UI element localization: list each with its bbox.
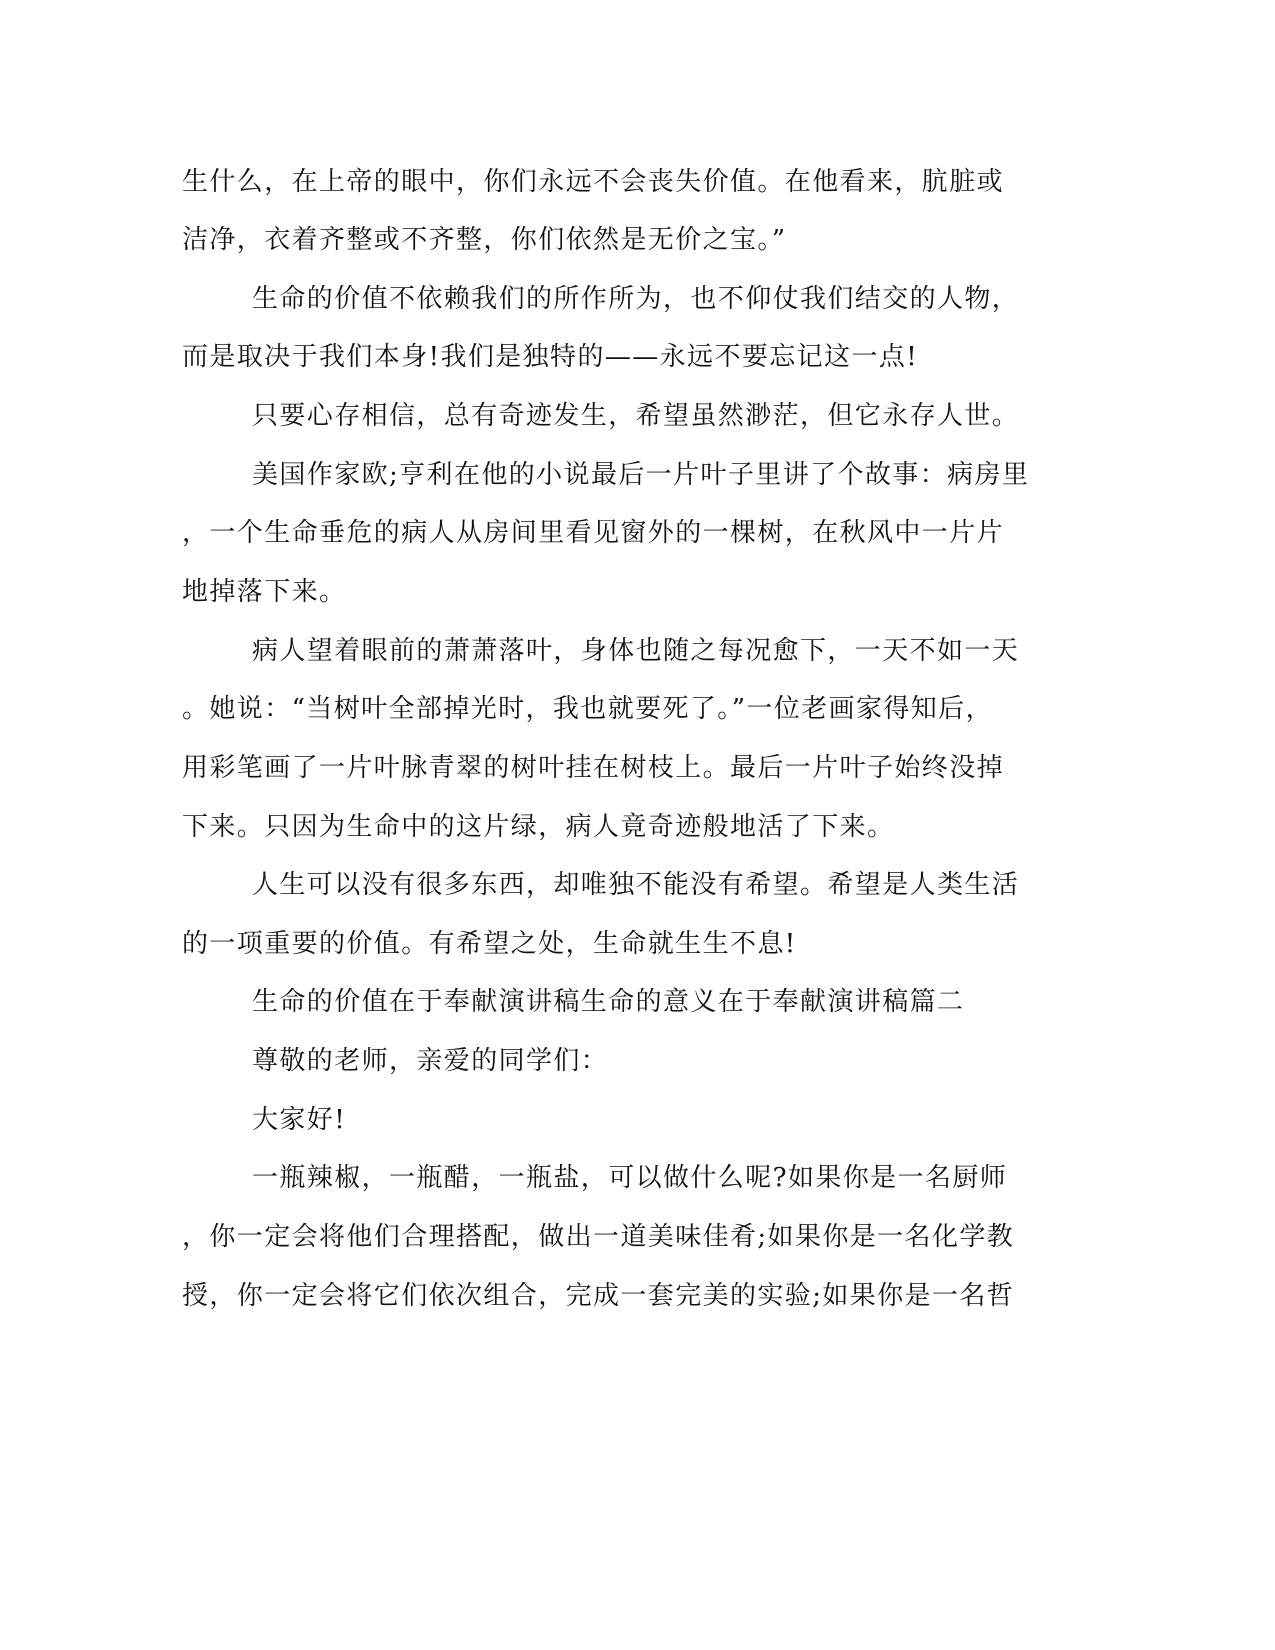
text-line: ，你一定会将他们合理搭配，做出一道美味佳肴;如果你是一名化学教 xyxy=(182,1222,1015,1252)
text-line: ，一个生命垂危的病人从房间里看见窗外的一棵树，在秋风中一片片 xyxy=(182,518,1005,548)
text-line: 洁净，衣着齐整或不齐整，你们依然是无价之宝。” xyxy=(182,225,787,255)
greeting-line: 大家好! xyxy=(252,1105,347,1135)
text-line: 而是取决于我们本身!我们是独特的——永远不要忘记这一点! xyxy=(182,342,919,372)
section-heading: 生命的价值在于奉献演讲稿生命的意义在于奉献演讲稿篇二 xyxy=(252,987,965,1017)
paragraph-start-line: 只要心存相信，总有奇迹发生，希望虽然渺茫，但它永存人世。 xyxy=(252,401,1020,431)
text-line: 生什么，在上帝的眼中，你们永远不会丧失价值。在他看来，肮脏或 xyxy=(182,167,1005,197)
text-line: 地掉落下来。 xyxy=(182,577,347,607)
paragraph-start-line: 生命的价值不依赖我们的所作所为，也不仰仗我们结交的人物， xyxy=(252,284,1020,314)
text-line: 下来。只因为生命中的这片绿，病人竟奇迹般地活了下来。 xyxy=(182,812,895,842)
text-line: 的一项重要的价值。有希望之处，生命就生生不息! xyxy=(182,929,797,959)
paragraph-start-line: 人生可以没有很多东西，却唯独不能没有希望。希望是人类生活 xyxy=(252,870,1020,900)
text-line: 。她说：“当树叶全部掉光时，我也就要死了。”一位老画家得知后， xyxy=(182,694,993,724)
salutation-line: 尊敬的老师，亲爱的同学们： xyxy=(252,1046,609,1076)
text-line: 授，你一定会将它们依次组合，完成一套完美的实验;如果你是一名哲 xyxy=(182,1281,1015,1311)
paragraph-start-line: 一瓶辣椒，一瓶醋，一瓶盐，可以做什么呢?如果你是一名厨师 xyxy=(252,1163,1008,1193)
paragraph-start-line: 美国作家欧;亨利在他的小说最后一片叶子里讲了个故事：病房里 xyxy=(252,460,1030,490)
text-line: 用彩笔画了一片叶脉青翠的树叶挂在树枝上。最后一片叶子始终没掉 xyxy=(182,753,1005,783)
paragraph-start-line: 病人望着眼前的萧萧落叶，身体也随之每况愈下，一天不如一天 xyxy=(252,636,1020,666)
